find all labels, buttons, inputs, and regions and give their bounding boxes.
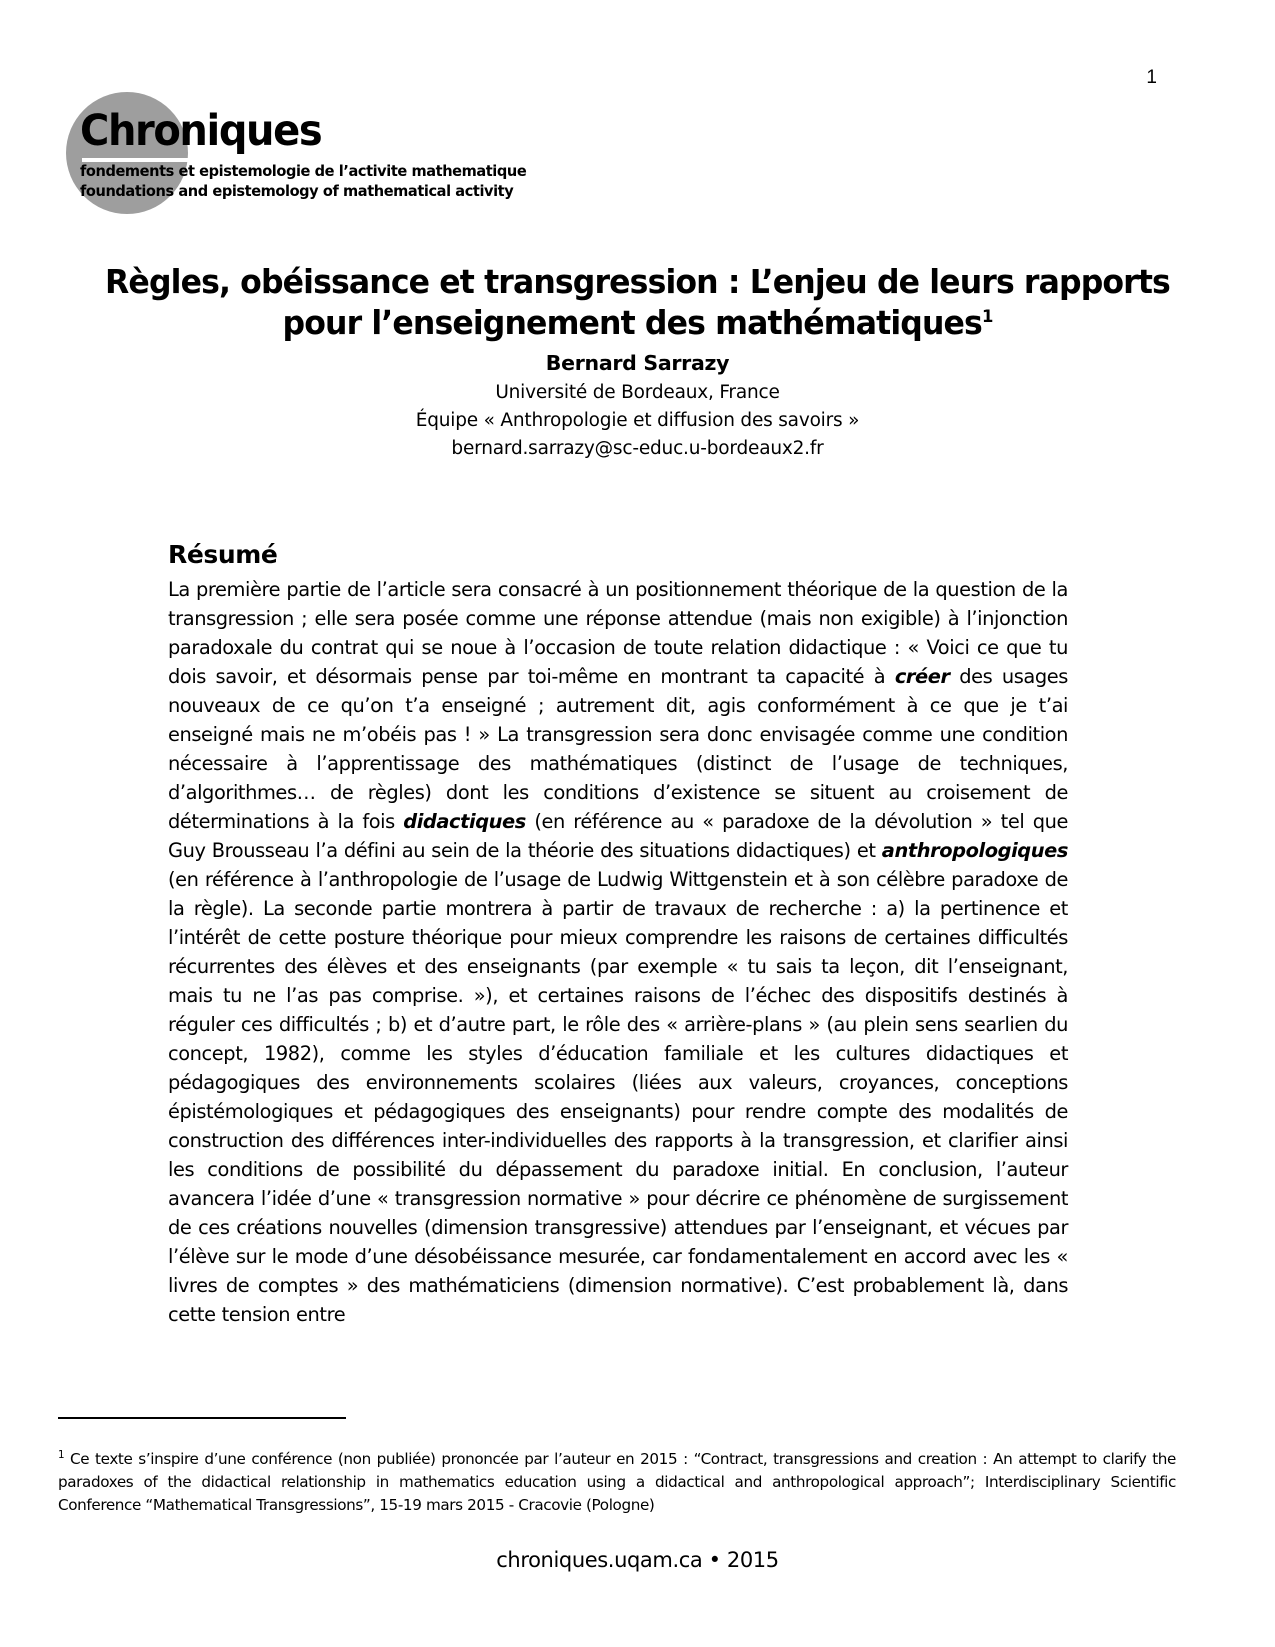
author-name: Bernard Sarrazy <box>545 351 730 375</box>
abstract-section <box>168 540 1068 1329</box>
author-affiliation: Université de Bordeaux, France <box>495 382 780 404</box>
author-email: bernard.sarrazy@sc-educ.u-bordeaux2.fr <box>451 438 824 460</box>
abstract-body: La première partie de l’article sera consacré à un positionnement théorique de la question de la transgression ; elle sera posée comme une réponse attendue (mais non exigible) à l’injonction paradoxale du contrat qui se noue à l’occasion de toute relation didactique : « Voici ce que tu dois savoir, et désormais pense par toi-même en montrant ta capacité à créer des usages nouveaux de ce qu’on t’a enseigné ; autrement dit, agis conformément à ce que je t’ai enseigné mais ne m’obéis pas ! » La transgression sera donc envisagée comme une condition nécessaire à l’apprentissage des mathématiques (distinct de l’usage de techniques, d’algorithmes… de règles) dont les conditions d’existence se situent au croisement de déterminations à la fois didactiques (en référence au « paradoxe de la dévolution » tel que Guy Brousseau l’a défini au sein de la théorie des situations didactiques) et anthropologiques (en référence à l’anthropologie de l’usage de Ludwig Wittgenstein et à son célèbre paradoxe de la règle). La seconde partie montrera à partir de travaux de recherche : a) la pertinence et l’intérêt de cette posture théorique pour mieux comprendre les raisons de certaines difficultés récurrentes des élèves et des enseignants (par exemple « tu sais ta leçon, dit l’enseignant, mais tu ne l’as pas comprise. »), et certaines raisons de l’échec des dispositifs destinés à réguler ces difficultés ; b) et d’autre part, le rôle des « arrière-plans » (au plein sens searlien du concept, 1982), comme les styles d’éducation familiale et les cultures didactiques et pédagogiques des environnements scolaires (liées aux valeurs, croyances, conceptions épistémologiques et pédagogiques des enseignants) pour rendre compte des modalités de construction des différences inter-individuelles des rapports à la transgression, et clarifier ainsi les conditions de possibilité du dépassement du paradoxe initial. En conclusion, l’auteur avancera l’idée d’une « transgression normative » pour décrire ce phénomène de surgissement de ces créations nouvelles (dimension transgressive) attendues par l’enseignant, et vécues par l’élève sur le mode d’une désobéissance mesurée, car fondamentalement en accord avec les « livres de comptes » des mathématiciens (dimension normative). C’est probablement là, dans cette tension entre <box>168 578 1068 1326</box>
journal-logo <box>66 92 686 217</box>
title-footnote-marker: 1 <box>981 306 993 327</box>
title-line-2: pour l’enseignement des mathématiques <box>282 304 982 343</box>
page-title <box>87 262 1188 345</box>
footnote-marker: 1 <box>58 1448 65 1461</box>
author-block <box>70 348 1205 463</box>
footnote-separator <box>58 1417 346 1419</box>
footnote <box>58 1448 1176 1517</box>
page-number: 1 <box>1146 67 1157 88</box>
title-line-1: Règles, obéissance et transgression : L’enjeu de leurs rapports <box>105 262 1170 301</box>
author-team: Équipe « Anthropologie et diffusion des savoirs » <box>415 410 860 432</box>
logo-tagline-en: foundations and epistemology of mathematical activity <box>80 182 514 200</box>
logo-wordmark: Chroniques <box>80 106 322 156</box>
abstract-heading: Résumé <box>168 540 278 569</box>
page-footer: chroniques.uqam.ca • 2015 <box>496 1548 779 1572</box>
logo-tagline-fr: fondements et epistemologie de l’activite mathematique <box>80 162 527 180</box>
footnote-text: Ce texte s’inspire d’une conférence (non publiée) prononcée par l’auteur en 2015 : “Contract, transgressions and creation : An attempt to clarify the paradoxes of the didactical relationship in mathematics education using a didactical and anthropological approach”; Interdisciplinary Scientific Conference “Mathematical Transgressions”, 15-19 mars 2015 - Cracovie (Pologne) <box>58 1450 1176 1515</box>
